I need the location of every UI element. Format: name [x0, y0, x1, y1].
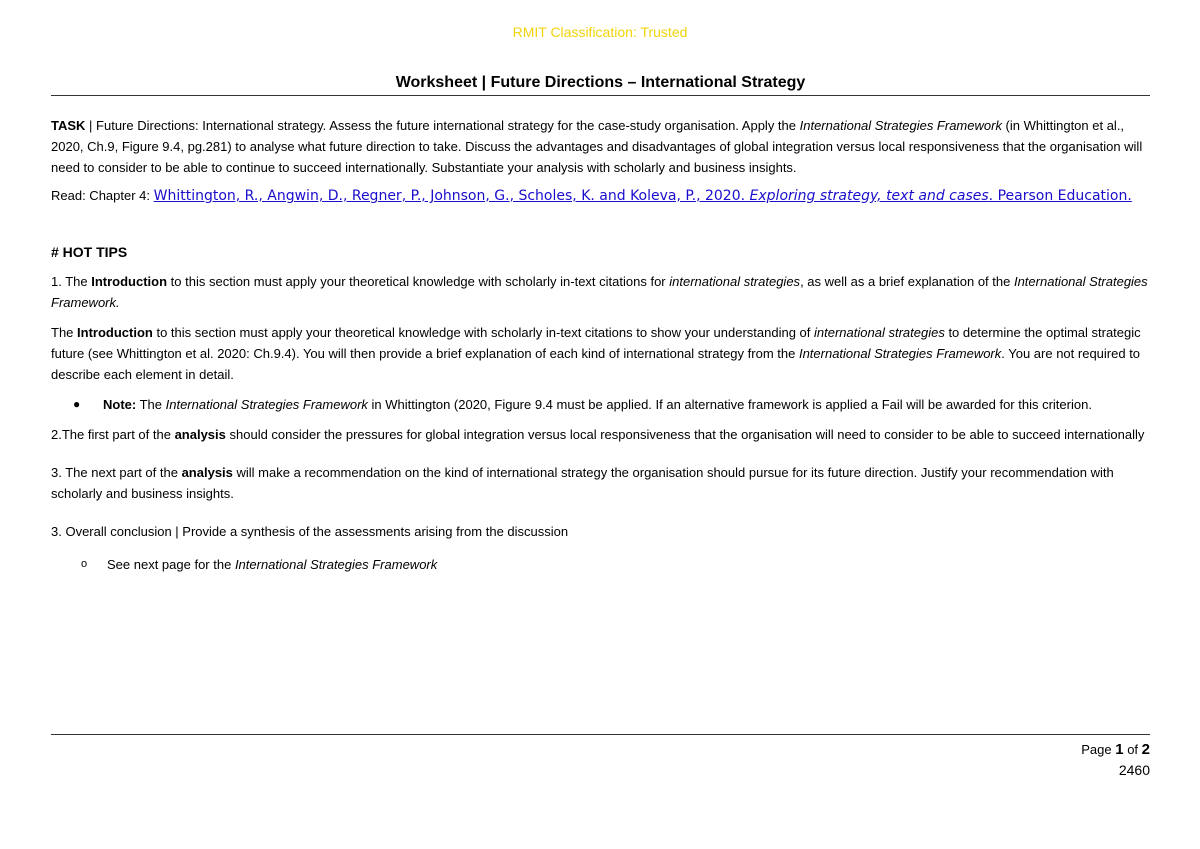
tip-3-text: will make a recommendation on the kind of international strategy the organisation should pursue for its future direction. Justify your recommendation with scholarly and business insights.: [51, 465, 1114, 501]
note-italic: International Strategies Framework: [165, 397, 368, 412]
reading-paragraph: [51, 185, 1150, 206]
page-label: Page: [1081, 742, 1116, 757]
footer-divider: [51, 734, 1150, 735]
note-text-1: The: [136, 397, 166, 412]
note-text: [103, 394, 1150, 415]
task-paragraph: [51, 115, 1150, 178]
see-next-prefix: See next page for the: [107, 557, 235, 572]
tip-2-text: should consider the pressures for global integration versus local responsiveness that the organisation will need to consider to be able to succeed internationally: [225, 427, 1145, 442]
intro-prefix: The: [51, 325, 78, 340]
see-next-text: [107, 554, 1150, 575]
tip-1-bold: Introduction: [91, 274, 168, 289]
page-title: Worksheet | Future Directions – International Strategy: [395, 74, 806, 91]
tip-1-italic-1: international strategies: [669, 274, 801, 289]
tip-2-paragraph: [51, 424, 1150, 445]
intro-text-2: to determine the optimal strategic future (see Whittington et al. 2020: Ch.9.4). You will then provide a brief explanation of each kind of international strategy from the: [51, 325, 1141, 361]
tip-1-italic-2: International Strategies Framework.: [51, 274, 1148, 310]
page-indicator: [1081, 741, 1150, 758]
tip-3-bold: analysis: [181, 465, 233, 480]
task-label: TASK: [51, 118, 86, 133]
tip-1-text-2: , as well as a brief explanation of the: [800, 274, 1014, 289]
bullet-icon: ●: [73, 397, 81, 411]
reading-citation-link[interactable]: [154, 188, 1132, 204]
reading-publisher: . Pearson Education.: [988, 188, 1132, 204]
page-total: 2: [1141, 741, 1150, 758]
circle-bullet-icon: o: [81, 558, 88, 570]
reading-citation: Whittington, R., Angwin, D., Regner, P., Johnson, G., Scholes, K. and Koleva, P., 2020.: [153, 188, 750, 204]
tip-2-bold: analysis: [174, 427, 226, 442]
document-number: 2460: [1118, 762, 1150, 778]
reading-book-title: Exploring strategy, text and cases: [749, 188, 989, 204]
see-next-list-item: [81, 554, 1150, 575]
task-text-1: | Future Directions: International strategy. Assess the future international strategy for the case-study organisation. Apply the: [85, 118, 800, 133]
see-next-italic: International Strategies Framework: [234, 557, 438, 572]
intro-italic-1: international strategies: [814, 325, 945, 340]
tip-3-prefix: 3. The next part of the: [51, 465, 182, 480]
note-text-2: in Whittington (2020, Figure 9.4 must be applied. If an alternative framework is applied a Fail will be awarded for this criterion.: [367, 397, 1092, 412]
tip-3-paragraph: [51, 462, 1150, 504]
intro-bold: Introduction: [77, 325, 153, 340]
note-list-item: [73, 394, 1150, 415]
page-of: of: [1123, 742, 1142, 757]
tip-2-prefix: 2.The first part of the: [51, 427, 175, 442]
reading-label: Read: Chapter 4:: [51, 188, 154, 203]
tip-1-paragraph: [51, 271, 1150, 313]
intro-text-1: to this section must apply your theoretical knowledge with scholarly in-text citations to show your understanding of: [152, 325, 815, 340]
tip-1-text-1: to this section must apply your theoretical knowledge with scholarly in-text citations for: [167, 274, 670, 289]
intro-text-3: . You are not required to describe each element in detail.: [51, 346, 1141, 382]
page-current: 1: [1115, 741, 1124, 758]
task-framework-name: International Strategies Framework: [799, 118, 1002, 133]
classification-label: RMIT Classification: Trusted: [512, 24, 688, 40]
task-text-2: (in Whittington et al., 2020, Ch.9, Figure 9.4, pg.281) to analyse what future direction to take. Discuss the advantages and disadvantages of global integration versus local responsiveness that the organisation will need to consider to be able to continue to succeed internationally. Substantiate your analysis with scholarly and business insights.: [51, 118, 1143, 175]
introduction-paragraph: [51, 322, 1150, 385]
hot-tips-heading: # HOT TIPS: [51, 244, 128, 260]
conclusion-paragraph: 3. Overall conclusion | Provide a synthesis of the assessments arising from the discussion: [51, 524, 569, 539]
document-body: [51, 115, 1150, 575]
tip-1-prefix: 1. The: [51, 274, 92, 289]
note-label: Note:: [103, 397, 137, 412]
intro-italic-2: International Strategies Framework: [798, 346, 1002, 361]
title-divider: [51, 95, 1150, 96]
